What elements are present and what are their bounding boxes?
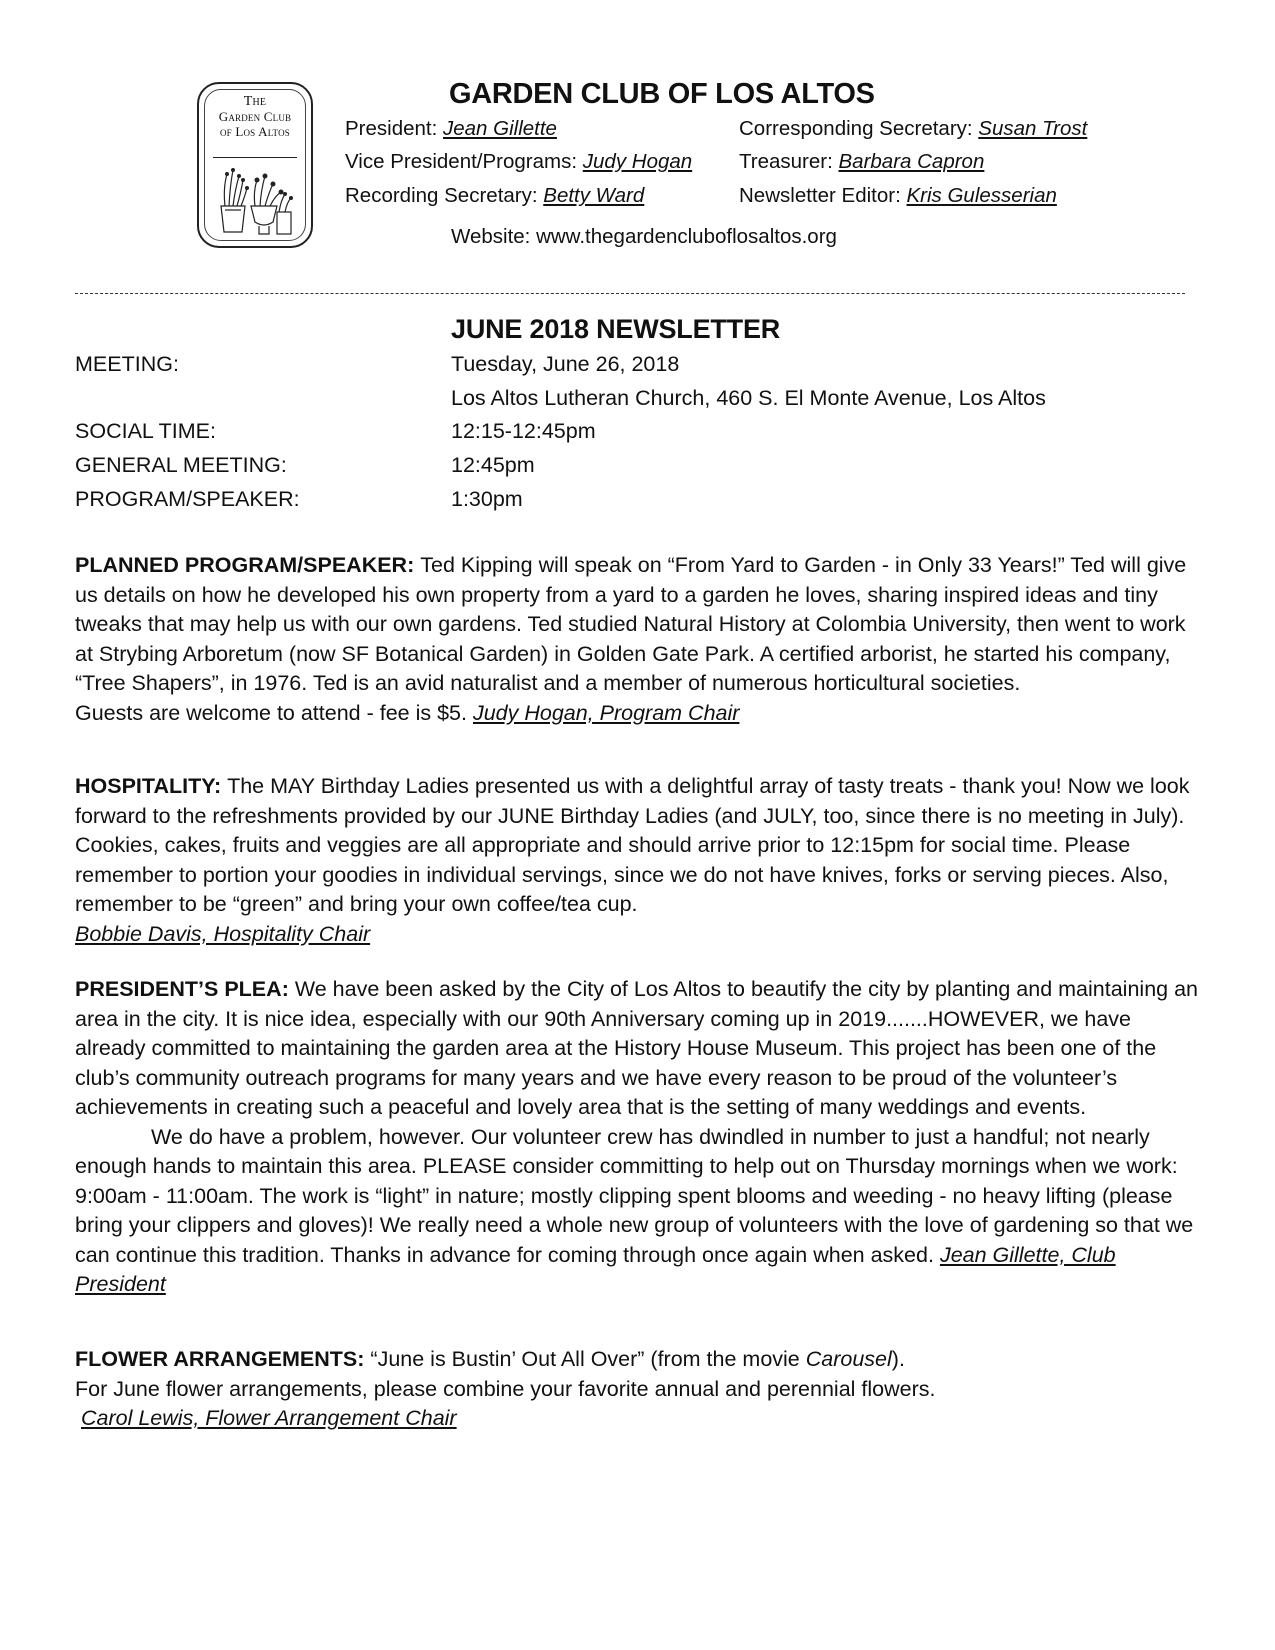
officer-name: Susan Trost bbox=[978, 117, 1088, 140]
header-divider bbox=[75, 293, 1185, 294]
flowers-section bbox=[75, 1345, 1205, 1434]
logo-divider bbox=[213, 157, 297, 158]
officer-treasurer bbox=[739, 150, 984, 174]
social-time-value: 12:15-12:45pm bbox=[451, 419, 596, 443]
officer-vice-president bbox=[345, 150, 692, 174]
officer-label: Treasurer: bbox=[739, 150, 839, 173]
meeting-location: Los Altos Lutheran Church, 460 S. El Monte Avenue, Los Altos bbox=[451, 386, 1046, 410]
general-meeting-value: 12:45pm bbox=[451, 453, 535, 477]
plea-paragraph-1: PRESIDENT’S PLEA: We have been asked by the City of Los Altos to beautify the city by planting and maintaining an area in the city. It is nice idea, especially with our 90th Anniversary coming up in 2019.......HOWEVER, we have already committed to maintaining the garden area at the History House Museum. This project has been one of the club’s community outreach programs for many years and we have every reason to be proud of the volunteer’s achievements in creating such a peaceful and lovely area that is the setting of many weddings and events. bbox=[75, 977, 1198, 1119]
program-body: Ted Kipping will speak on “From Yard to Garden - in Only 33 Years!” Ted will give us details on how he developed his own property from a yard to a garden he loves, sharing inspired ideas and tiny tweaks that may help us with our own gardens. Ted studied Natural History at Colombia University, then went to work at Strybing Arboretum (now SF Botanical Garden) in Golden Gate Park. A certified arborist, he started his company, “Tree Shapers”, in 1976. Ted is an avid naturalist and a member of numerous horticultural societies. bbox=[75, 553, 1187, 695]
program-signature: Judy Hogan, Program Chair bbox=[472, 700, 740, 725]
plea-body-1: We have been asked by the City of Los Altos to beautify the city by planting and maintaining an area in the city. It is nice idea, especially with our 90th Anniversary coming up in 2019.......HOWEVER, we have already committed to maintaining the garden area at the History House Museum. This project has been one of the club’s community outreach programs for many years and we have every reason to be proud of the volunteer’s achievements in creating such a peaceful and lovely area that is the setting of many weddings and events. bbox=[75, 977, 1198, 1119]
officer-label: Recording Secretary: bbox=[345, 184, 544, 207]
website-line: Website: www.thegardencluboflosaltos.org bbox=[451, 225, 837, 248]
club-logo bbox=[197, 82, 313, 248]
officer-recording-secretary bbox=[345, 184, 644, 208]
hospitality-heading: HOSPITALITY bbox=[75, 774, 214, 798]
plea-body-2: We do have a problem, however. Our volunteer crew has dwindled in number to just a handful; not nearly enough hands to maintain this area. PLEASE consider committing to help out on Thursday mornings when we work: 9:00am - 11:00am. The work is “light” in nature; mostly clipping spent blooms and weeding - no heavy lifting (please bring your clippers and gloves)! We really need a whole new group of volunteers with the love of gardening so that we can continue this tradition. Thanks in advance for coming through once again when asked. bbox=[75, 1124, 1194, 1267]
meeting-label: MEETING: bbox=[75, 352, 179, 376]
hospitality-signature: Bobbie Davis, Hospitality Chair bbox=[75, 921, 371, 946]
meeting-date: Tuesday, June 26, 2018 bbox=[451, 352, 680, 376]
officer-name: Barbara Capron bbox=[838, 150, 985, 173]
logo-text-line-2: Garden Club bbox=[218, 109, 292, 124]
newsletter-title: JUNE 2018 NEWSLETTER bbox=[451, 314, 781, 344]
general-meeting-label: GENERAL MEETING: bbox=[75, 453, 287, 477]
officer-label: Newsletter Editor: bbox=[739, 184, 907, 207]
program-paragraph: PLANNED PROGRAM/SPEAKER: Ted Kipping will speak on “From Yard to Garden - in Only 33 Years!” Ted will give us details on how he developed his own property from a yard to a garden he loves, sharing inspired ideas and tiny tweaks that may help us with our own gardens. Ted studied Natural History at Colombia University, then went to work at Strybing Arboretum (now SF Botanical Garden) in Golden Gate Park. A certified arborist, he started his company, “Tree Shapers”, in 1976. Ted is an avid naturalist and a member of numerous horticultural societies. bbox=[75, 553, 1187, 695]
officer-president bbox=[345, 117, 557, 141]
officer-name: Kris Gulesserian bbox=[906, 184, 1057, 207]
program-section bbox=[75, 551, 1205, 728]
officer-name: Betty Ward bbox=[543, 184, 645, 207]
club-title: GARDEN CLUB OF LOS ALTOS bbox=[449, 78, 875, 110]
flowers-heading: FLOWER ARRANGEMENTS bbox=[75, 1347, 358, 1371]
hospitality-section bbox=[75, 772, 1205, 949]
officer-newsletter-editor bbox=[739, 184, 1057, 208]
program-heading: PLANNED PROGRAM/SPEAKER bbox=[75, 553, 408, 577]
program-guests bbox=[75, 699, 1205, 729]
officer-label: President: bbox=[345, 117, 443, 140]
hospitality-body: The MAY Birthday Ladies presented us with a delightful array of tasty treats - thank you! Now we look forward to the refreshments provided by our JUNE Birthday Ladies (and JULY, too, since there is no meeting in July). Cookies, cakes, fruits and veggies are all appropriate and should arrive prior to 12:15pm for social time. Please remember to portion your goodies in individual servings, since we do not have knives, forks or serving pieces. Also, remember to be “green” and bring your own coffee/tea cup. bbox=[75, 774, 1190, 916]
flowers-signature: Carol Lewis, Flower Arrangement Chair bbox=[81, 1406, 457, 1430]
officer-name: Judy Hogan bbox=[582, 150, 693, 173]
logo-text-line-3: of Los Altos bbox=[219, 124, 291, 139]
president-plea-section bbox=[75, 975, 1205, 1300]
officer-name: Jean Gillette bbox=[443, 117, 557, 140]
program-guests-text: Guests are welcome to attend - fee is $5. bbox=[75, 700, 473, 725]
flowers-quote-end: ). bbox=[891, 1347, 905, 1371]
officer-label: Corresponding Secretary: bbox=[739, 117, 979, 140]
officer-label: Vice President/Programs: bbox=[345, 150, 583, 173]
program-speaker-value: 1:30pm bbox=[451, 487, 523, 511]
program-speaker-label: PROGRAM/SPEAKER: bbox=[75, 487, 300, 511]
flowers-quote: “June is Bustin’ Out All Over” (from the movie bbox=[370, 1347, 806, 1371]
hospitality-paragraph: HOSPITALITY: The MAY Birthday Ladies presented us with a delightful array of tasty treats - thank you! Now we look forward to the refreshments provided by our JUNE Birthday Ladies (and JULY, too, since there is no meeting in July). Cookies, cakes, fruits and veggies are all appropriate and should arrive prior to 12:15pm for social time. Please remember to portion your goodies in individual servings, since we do not have knives, forks or serving pieces. Also, remember to be “green” and bring your own coffee/tea cup. bbox=[75, 774, 1190, 916]
potted-plants-icon bbox=[215, 166, 295, 238]
flowers-body: For June flower arrangements, please combine your favorite annual and perennial flowers. bbox=[75, 1376, 936, 1401]
plea-heading: PRESIDENT’S PLEA bbox=[75, 977, 282, 1001]
logo-text bbox=[199, 94, 311, 139]
officer-corresponding-secretary bbox=[739, 117, 1087, 141]
logo-text-line-1: The bbox=[243, 94, 267, 109]
social-time-label: SOCIAL TIME: bbox=[75, 419, 216, 443]
plea-paragraph-2 bbox=[75, 1123, 1205, 1300]
plea-signature: Jean Gillette, Club President bbox=[75, 1242, 1116, 1296]
flowers-quote-line: FLOWER ARRANGEMENTS: “June is Bustin’ Out All Over” (from the movie Carousel). bbox=[75, 1347, 905, 1371]
flowers-movie: Carousel bbox=[805, 1347, 892, 1371]
